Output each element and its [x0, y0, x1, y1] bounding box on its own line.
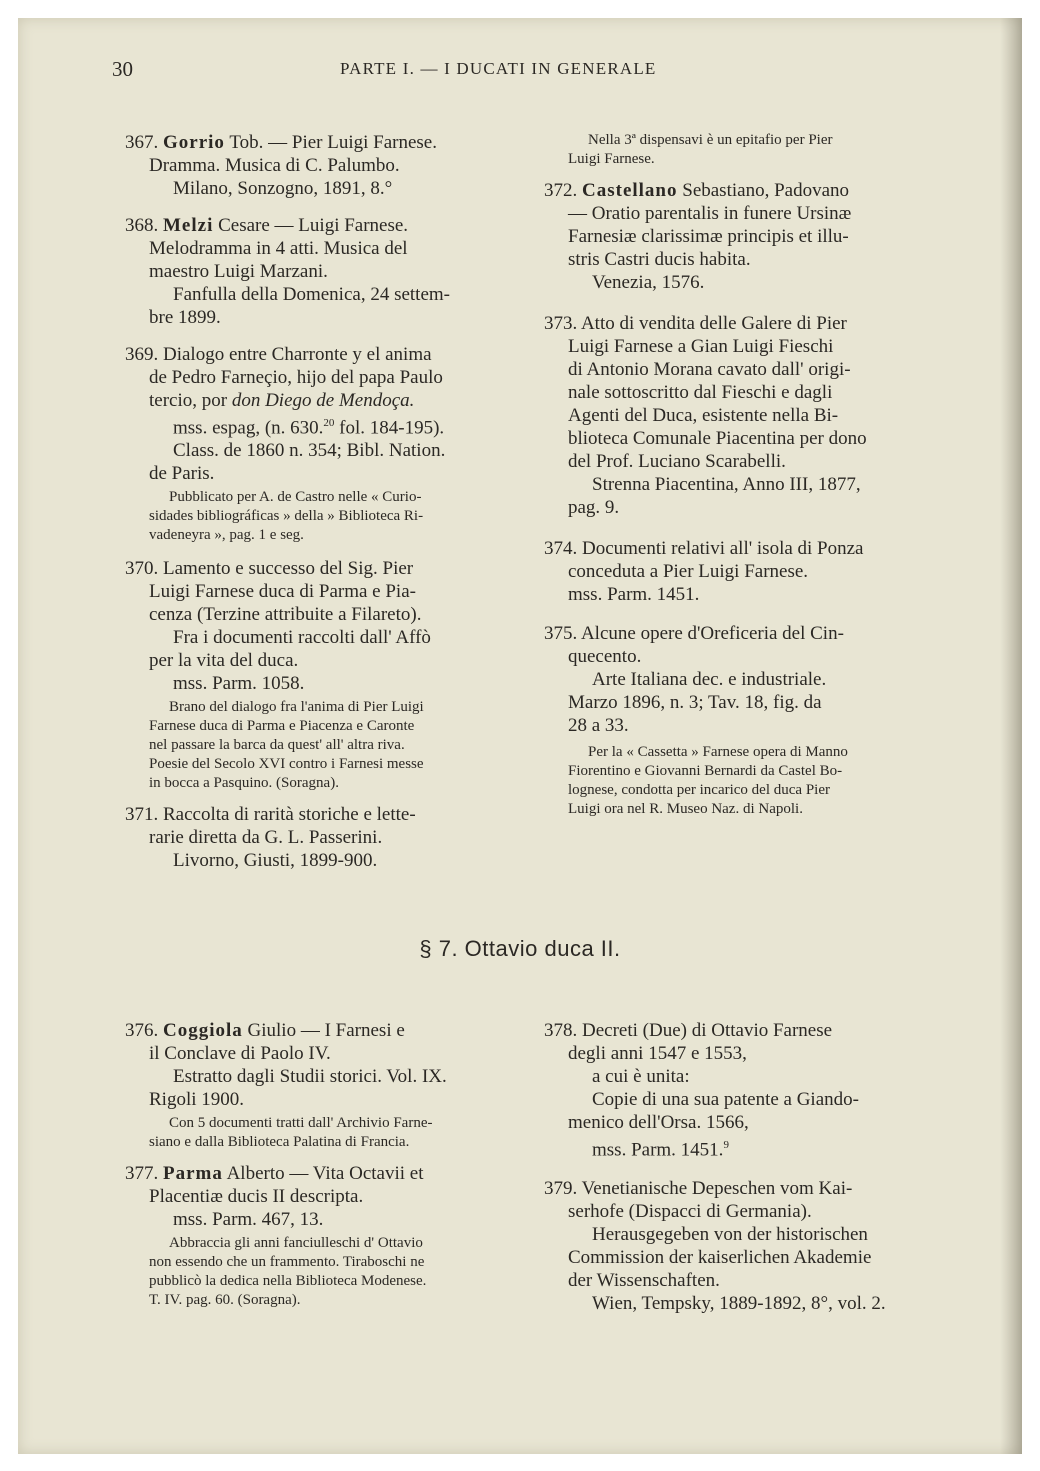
- author-name: Melzi: [163, 215, 214, 236]
- note-377: Abbraccia gli anni fanciulleschi d' Ottavio non essendo che un frammento. Tiraboschi ne pubblicò la dedica nella Biblioteca Modenese. T. IV. pag. 60. (Soragna).: [149, 1235, 427, 1308]
- entry-379: 379. Venetianische Depeschen vom Kai- serhofe (Dispacci di Germania). Herausgegeben von der historischen Commission der kaiserlichen Akademie der Wissenschaften. Wien, Tempsky, 1889-1892, 8°, vol. 2.: [544, 1178, 886, 1315]
- note-375: Per la « Cassetta » Farnese opera di Manno Fiorentino e Giovanni Bernardi da Castel Bo- lognese, condotta per incarico del duca Pier Luigi ora nel R. Museo Naz. di Napoli.: [568, 744, 848, 817]
- entry-369: 369. Dialogo entre Charronte y el anima de Pedro Farneçio, hijo del papa Paulo tercio, por don Diego de Mendoça. mss. espag, (n. 630.20 fol. 184-195). Class. de 1860 n. 354; Bibl. Nation. de Paris. Pubblicato per A. de Castro nelle « Curio- sidades bibliográficas » della » Biblioteca Ri- vadeneyra », pag. 1 e seg.: [125, 343, 525, 545]
- right-column-top: [544, 131, 942, 819]
- right-column-bottom: [544, 1019, 942, 1315]
- page-number: 30: [112, 57, 133, 81]
- entry-370: 370. Lamento e successo del Sig. Pier Luigi Farnese duca di Parma e Pia- cenza (Terzine attribuite a Filareto). Fra i documenti raccolti dall' Affò per la vita del duca. mss. Parm. 1058. Brano del dialogo fra l'anima di Pier Luigi Farnese duca di Parma e Piacenza e Caronte nel passare la barca da quest' all' altra riva. Poesie del Secolo XVI contro i Farnesi messe in bocca a Pasquino. (Soragna).: [125, 557, 525, 793]
- left-column-top: [125, 131, 525, 872]
- page-edge-shadow: [1000, 18, 1022, 1454]
- entry-372: 372. Castellano Sebastiano, Padovano — Oratio parentalis in funere Ursinæ Farnesiæ clarissimæ principis et illu- stris Castri ducis habita. Venezia, 1576.: [544, 180, 852, 293]
- section-heading: § 7. Ottavio duca II.: [419, 936, 621, 961]
- author-name: Parma: [163, 1163, 223, 1184]
- entry-373: 373. Atto di vendita delle Galere di Pier Luigi Farnese a Gian Luigi Fieschi di Antonio Morana cavato dall' origi- nale sottoscritto dal Fieschi e dagli Agenti del Duca, esistente nella Bi- blioteca Comunale Piacentina per dono del Prof. Luciano Scarabelli. Strenna Piacentina, Anno III, 1877, pag. 9.: [544, 313, 867, 518]
- entry-371: 371. Raccolta di rarità storiche e lette- rarie diretta da G. L. Passerini. Livorno, Giusti, 1899-900.: [125, 804, 416, 872]
- entry-378: 378. Decreti (Due) di Ottavio Farnese degli anni 1547 e 1553, a cui è unita: Copie di una sua patente a Giando- menico dell'Orsa. 1566, mss. Parm. 1451.$^9$: [544, 1020, 859, 1161]
- entry-367: 367. Gorrio Tob. — Pier Luigi Farnese. Dramma. Musica di C. Palumbo. Milano, Sonzogno, 1891, 8.°: [125, 132, 437, 199]
- note-371: Nella 3ª dispensavi è un epitafio per Pier Luigi Farnese.: [568, 132, 833, 167]
- entry-375: 375. Alcune opere d'Oreficeria del Cin- quecento. Arte Italiana dec. e industriale. Marzo 1896, n. 3; Tav. 18, fig. da 28 a 33. Per la « Cassetta » Farnese opera di Manno Fiorentino e Giovanni Bernardi da Castel Bo- lognese, condotta per incarico del duca Pier Luigi ora nel R. Museo Naz. di Napoli.: [544, 622, 942, 819]
- author-name: Castellano: [582, 180, 678, 201]
- note-369: Pubblicato per A. de Castro nelle « Curio- sidades bibliográficas » della » Biblioteca Ri- vadeneyra », pag. 1 e seg.: [149, 489, 424, 544]
- author-name: Coggiola: [163, 1020, 243, 1041]
- entry-374: 374. Documenti relativi all' isola di Ponza conceduta a Pier Luigi Farnese. mss. Parm. 1451.: [544, 538, 864, 605]
- running-header: PARTE I. — I DUCATI IN GENERALE: [340, 59, 657, 78]
- entry-368: 368. Melzi Cesare — Luigi Farnese. Melodramma in 4 atti. Musica del maestro Luigi Marzani. Fanfulla della Domenica, 24 settem- bre 1899.: [125, 215, 450, 328]
- note-370: Brano del dialogo fra l'anima di Pier Luigi Farnese duca di Parma e Piacenza e Caronte nel passare la barca da quest' all' altra riva. Poesie del Secolo XVI contro i Farnesi messe in bocca a Pasquino. (Soragna).: [149, 699, 424, 792]
- note-376: Con 5 documenti tratti dall' Archivio Farne- siano e dalla Biblioteca Palatina di Francia.: [149, 1115, 433, 1150]
- entry-377: 377. Parma Alberto — Vita Octavii et Placentiæ ducis II descripta. mss. Parm. 467, 13. Abbraccia gli anni fanciulleschi d' Ottavio non essendo che un frammento. Tiraboschi ne pubblicò la dedica nella Biblioteca Modenese. T. IV. pag. 60. (Soragna).: [125, 1162, 525, 1310]
- left-column-bottom: [125, 1019, 525, 1310]
- entry-376: 376. Coggiola Giulio — I Farnesi e il Conclave di Paolo IV. Estratto dagli Studii storici. Vol. IX. Rigoli 1900. Con 5 documenti tratti dall' Archivio Farne- siano e dalla Biblioteca Palatina di Francia.: [125, 1019, 525, 1152]
- author-name: Gorrio: [163, 132, 225, 153]
